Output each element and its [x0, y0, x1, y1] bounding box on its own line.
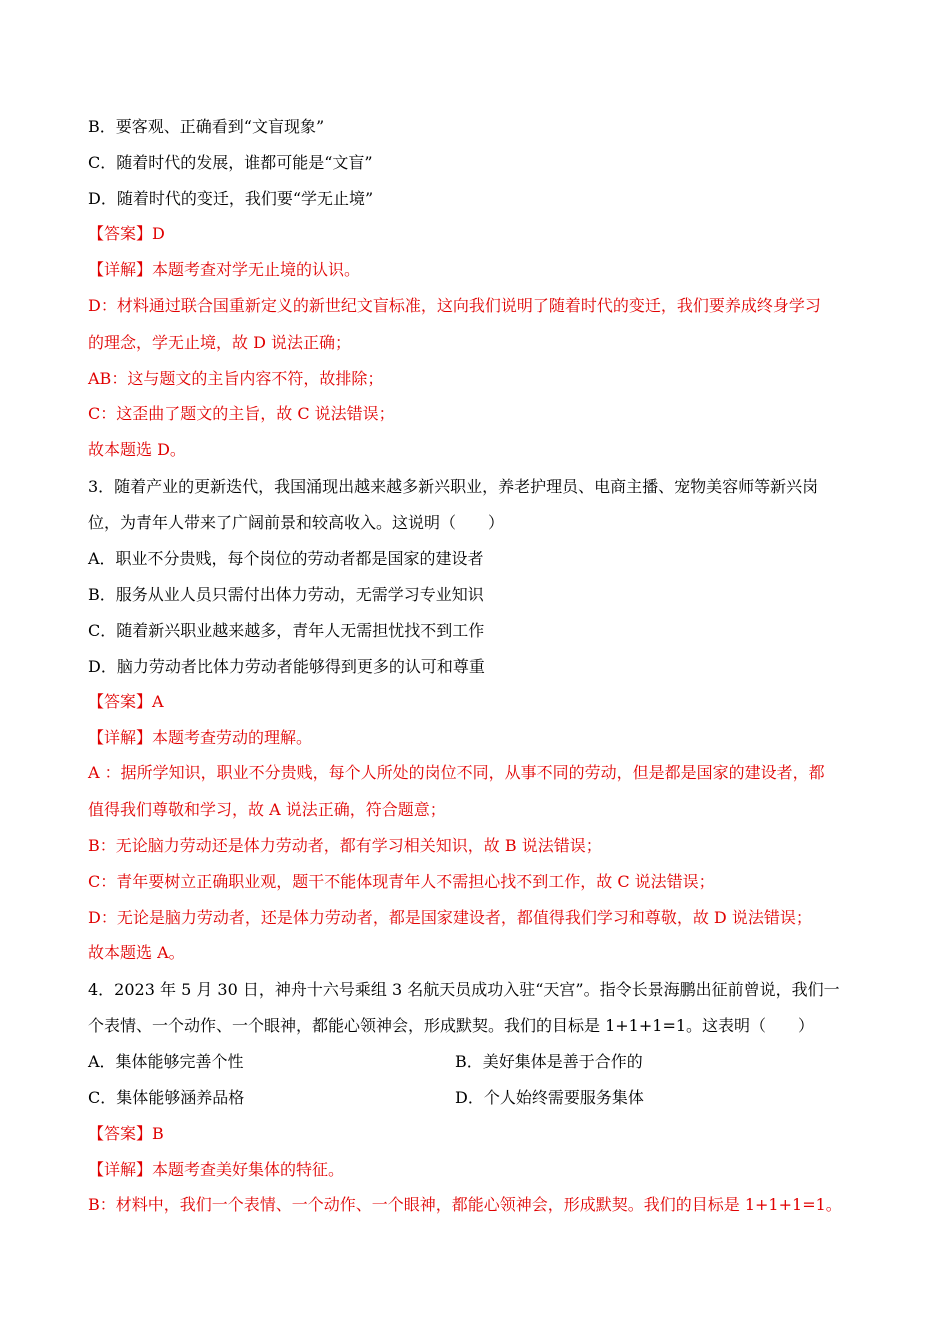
- q2-option-d: D．随着时代的变迁，我们要“学无止境”: [88, 189, 374, 208]
- q2-explanation-c: C：这歪曲了题文的主旨，故 C 说法错误；: [88, 404, 395, 423]
- q3-option-a: A．职业不分贵贱，每个岗位的劳动者都是国家的建设者: [88, 549, 484, 568]
- q4-explanation-b: B：材料中，我们一个表情、一个动作、一个眼神，都能心领神会，形成默契。我们的目标是 1+1+1=1。: [88, 1195, 842, 1214]
- q3-option-c: C．随着新兴职业越来越多，青年人无需担忧找不到工作: [88, 621, 485, 640]
- q2-explanation-d-line1: D：材料通过联合国重新定义的新世纪文盲标准，这向我们说明了随着时代的变迁，我们要养成终身学习: [88, 296, 821, 315]
- q4-detail: 【详解】本题考查美好集体的特征。: [88, 1160, 345, 1179]
- q2-option-b: B．要客观、正确看到“文盲现象”: [88, 117, 325, 136]
- q4-option-c: C．集体能够涵养品格: [88, 1088, 245, 1107]
- q3-conclusion: 故本题选 A。: [88, 943, 185, 962]
- q4-answer: 【答案】B: [88, 1124, 164, 1143]
- q3-explanation-a-line1: A ：据所学知识，职业不分贵贱，每个人所处的岗位不同，从事不同的劳动，但是都是国家的建设者，都: [88, 763, 825, 782]
- q3-explanation-a-line2: 值得我们尊敬和学习，故 A 说法正确，符合题意；: [88, 800, 446, 819]
- q3-stem-line1: 3．随着产业的更新迭代，我国涌现出越来越多新兴职业，养老护理员、电商主播、宠物美容师等新兴岗: [88, 477, 819, 496]
- q3-stem-line2: 位，为青年人带来了广阔前景和较高收入。这说明（ ）: [88, 513, 505, 532]
- q2-answer: 【答案】D: [88, 224, 165, 243]
- q4-stem-line1: 4．2023 年 5 月 30 日，神舟十六号乘组 3 名航天员成功入驻“天宫”。指令长景海鹏出征前曾说，我们一: [88, 980, 840, 999]
- q3-detail: 【详解】本题考查劳动的理解。: [88, 728, 313, 747]
- q4-option-a: A．集体能够完善个性: [88, 1052, 244, 1071]
- q2-option-c: C．随着时代的发展，谁都可能是“文盲”: [88, 153, 373, 172]
- q4-option-d: D．个人始终需要服务集体: [455, 1088, 644, 1107]
- q4-stem-line2: 个表情、一个动作、一个眼神，都能心领神会，形成默契。我们的目标是 1+1+1=1。这表明（ ）: [88, 1016, 815, 1035]
- q3-explanation-d: D：无论是脑力劳动者，还是体力劳动者，都是国家建设者，都值得我们学习和尊敬，故 D 说法错误；: [88, 908, 812, 927]
- q4-option-b: B．美好集体是善于合作的: [455, 1052, 643, 1071]
- q3-answer: 【答案】A: [88, 692, 164, 711]
- q3-option-b: B．服务从业人员只需付出体力劳动，无需学习专业知识: [88, 585, 484, 604]
- q2-detail: 【详解】本题考查对学无止境的认识。: [88, 260, 361, 279]
- q3-explanation-b: B：无论脑力劳动还是体力劳动者，都有学习相关知识，故 B 说法错误；: [88, 836, 602, 855]
- q3-option-d: D．脑力劳动者比体力劳动者能够得到更多的认可和尊重: [88, 657, 485, 676]
- q2-conclusion: 故本题选 D。: [88, 440, 186, 459]
- q2-explanation-ab: AB：这与题文的主旨内容不符，故排除；: [88, 369, 384, 388]
- q3-explanation-c: C：青年要树立正确职业观，题干不能体现青年人不需担心找不到工作，故 C 说法错误；: [88, 872, 715, 891]
- q2-explanation-d-line2: 的理念，学无止境，故 D 说法正确；: [88, 333, 352, 352]
